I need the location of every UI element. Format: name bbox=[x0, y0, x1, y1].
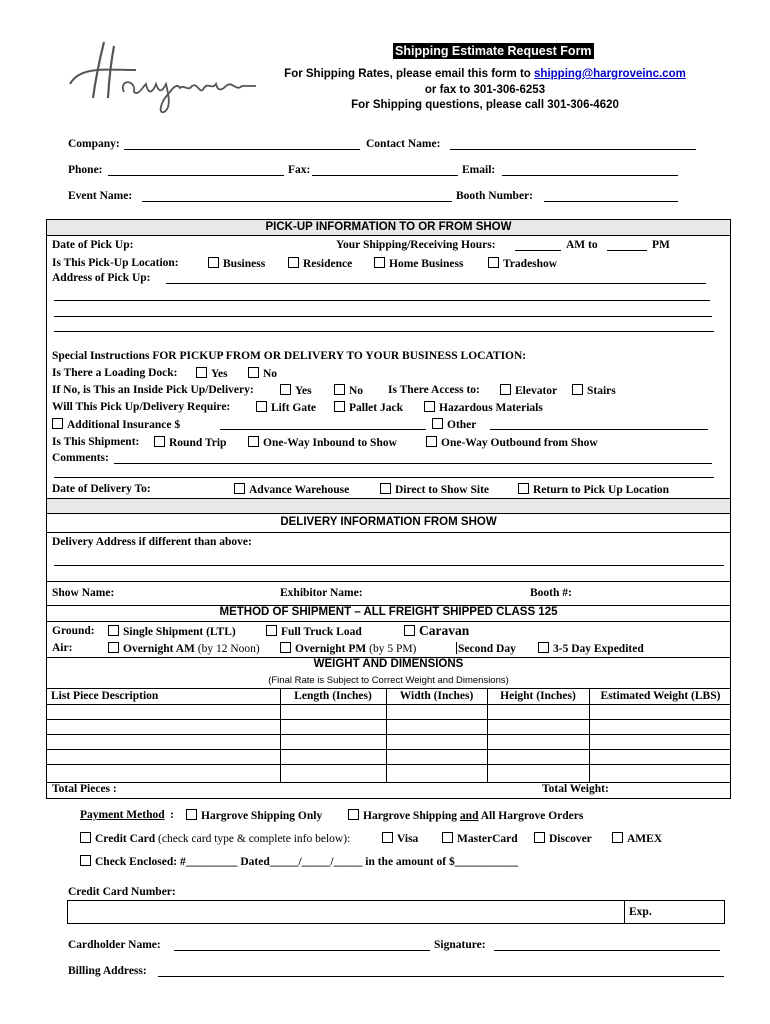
weights-section-title: WEIGHT AND DIMENSIONS bbox=[313, 658, 464, 670]
gray-spacer-bar bbox=[47, 499, 730, 514]
loading-dock-yes[interactable]: Yes bbox=[196, 367, 228, 380]
cardholder-label: Cardholder Name: bbox=[68, 939, 161, 951]
access-elevator[interactable]: Elevator bbox=[500, 384, 557, 397]
table-row[interactable] bbox=[47, 734, 730, 735]
col-description: List Piece Description bbox=[51, 690, 159, 702]
inside-pickup-no[interactable]: No bbox=[334, 384, 363, 397]
col-height: Height (Inches) bbox=[500, 690, 576, 702]
signature-field[interactable] bbox=[494, 950, 720, 951]
phone-field[interactable] bbox=[108, 175, 284, 176]
exhibitor-name-label: Exhibitor Name: bbox=[280, 587, 363, 599]
loading-dock-no[interactable]: No bbox=[248, 367, 277, 380]
loc-home-business-option[interactable]: Home Business bbox=[374, 257, 463, 270]
hours-label: Your Shipping/Receiving Hours: bbox=[336, 239, 496, 251]
email-field[interactable] bbox=[502, 175, 678, 176]
checkbox[interactable] bbox=[280, 642, 291, 653]
check-enclosed-option[interactable]: Check Enclosed: #_________ Dated_____/_____/_____ in the amount of $___________ bbox=[80, 855, 518, 868]
checkbox[interactable] bbox=[424, 401, 435, 412]
single-shipment-option[interactable]: Single Shipment (LTL) bbox=[108, 625, 236, 638]
amex-option[interactable]: AMEX bbox=[612, 832, 662, 845]
table-row[interactable] bbox=[47, 749, 730, 750]
checkbox[interactable] bbox=[488, 257, 499, 268]
fax-label: Fax: bbox=[288, 164, 311, 176]
inside-pickup-yes[interactable]: Yes bbox=[280, 384, 312, 397]
cardholder-field[interactable] bbox=[174, 950, 430, 951]
loc-residence-option[interactable]: Residence bbox=[288, 257, 352, 270]
total-weight-label: Total Weight: bbox=[542, 783, 609, 795]
access-stairs[interactable]: Stairs bbox=[572, 384, 616, 397]
payment-colon: : bbox=[170, 809, 174, 821]
delivery-date-label: Date of Delivery To: bbox=[52, 483, 151, 495]
weights-subtitle: (Final Rate is Subject to Correct Weight and Dimensions) bbox=[268, 675, 509, 686]
checkbox[interactable] bbox=[280, 384, 291, 395]
checkbox[interactable] bbox=[612, 832, 623, 843]
require-label: Will This Pick Up/Delivery Require: bbox=[52, 401, 231, 413]
cc-number-field[interactable] bbox=[67, 900, 625, 924]
return-pickup-option[interactable]: Return to Pick Up Location bbox=[518, 483, 669, 496]
hargrove-logo bbox=[66, 36, 261, 116]
checkbox[interactable] bbox=[534, 832, 545, 843]
pickup-address-line-2[interactable] bbox=[54, 300, 710, 301]
checkbox[interactable] bbox=[572, 384, 583, 395]
checkbox[interactable] bbox=[334, 384, 345, 395]
header-phone-line: For Shipping questions, please call 301-306-4620 bbox=[351, 99, 619, 111]
shipment-type-label: Is This Shipment: bbox=[52, 436, 140, 448]
dimensions-table bbox=[47, 688, 730, 782]
one-way-outbound-option[interactable]: One-Way Outbound from Show bbox=[426, 436, 598, 449]
form-title: Shipping Estimate Request Form bbox=[395, 44, 592, 58]
billing-address-label: Billing Address: bbox=[68, 965, 147, 977]
delivery-divider bbox=[47, 581, 730, 582]
checkbox[interactable] bbox=[108, 642, 119, 653]
insurance-amount-field[interactable] bbox=[220, 429, 426, 430]
comments-label: Comments: bbox=[52, 452, 109, 464]
cc-number-label: Credit Card Number: bbox=[68, 886, 176, 898]
exp-label: Exp. bbox=[629, 906, 652, 918]
header-email-line bbox=[240, 68, 730, 80]
email-instruction: For Shipping Rates, please email this form to bbox=[284, 68, 535, 80]
checkbox[interactable] bbox=[382, 832, 393, 843]
pickup-section-title: PICK-UP INFORMATION TO OR FROM SHOW bbox=[265, 221, 512, 233]
billing-address-field[interactable] bbox=[158, 976, 724, 977]
booth-number-field[interactable] bbox=[544, 201, 678, 202]
method-section-title: METHOD OF SHIPMENT – ALL FREIGHT SHIPPED CLASS 125 bbox=[219, 606, 558, 618]
checkbox[interactable] bbox=[108, 625, 119, 636]
round-trip-option[interactable]: Round Trip bbox=[154, 436, 226, 449]
table-row[interactable] bbox=[47, 704, 730, 705]
require-pallet-jack[interactable]: Pallet Jack bbox=[334, 401, 403, 414]
checkbox[interactable] bbox=[266, 625, 277, 636]
checkbox[interactable] bbox=[52, 418, 63, 429]
visa-option[interactable]: Visa bbox=[382, 832, 418, 845]
cc-exp-field[interactable] bbox=[624, 900, 725, 924]
checkbox[interactable] bbox=[374, 257, 385, 268]
method-title-divider bbox=[47, 621, 730, 622]
checkbox[interactable] bbox=[500, 384, 511, 395]
booth-label: Booth #: bbox=[530, 587, 572, 599]
other-option[interactable]: Other bbox=[432, 418, 476, 431]
phone-label: Phone: bbox=[68, 164, 103, 176]
inside-pickup-label: If No, is This an Inside Pick Up/Delivery: bbox=[52, 384, 254, 396]
access-to-label: Is There Access to: bbox=[388, 384, 480, 396]
checkbox[interactable] bbox=[288, 257, 299, 268]
ground-label: Ground: bbox=[52, 625, 95, 637]
other-field[interactable] bbox=[490, 429, 708, 430]
company-label: Company: bbox=[68, 138, 120, 150]
comments-field[interactable] bbox=[114, 463, 712, 464]
loc-tradeshow-option[interactable]: Tradeshow bbox=[488, 257, 557, 270]
email-label: Email: bbox=[462, 164, 496, 176]
table-row[interactable] bbox=[47, 719, 730, 720]
checkbox[interactable] bbox=[80, 832, 91, 843]
pickup-address-field[interactable] bbox=[166, 283, 706, 284]
pickup-address-line-4[interactable] bbox=[54, 331, 714, 332]
advance-warehouse-option[interactable]: Advance Warehouse bbox=[234, 483, 349, 496]
require-lift-gate[interactable]: Lift Gate bbox=[256, 401, 316, 414]
pickup-address-label: Address of Pick Up: bbox=[52, 272, 151, 284]
signature-label: Signature: bbox=[434, 939, 486, 951]
hargrove-only-option[interactable]: Hargrove Shipping Only bbox=[186, 809, 322, 822]
pickup-address-line-3[interactable] bbox=[54, 316, 712, 317]
checkbox[interactable] bbox=[80, 855, 91, 866]
checkbox[interactable] bbox=[432, 418, 443, 429]
overnight-am-option[interactable]: Overnight AM (by 12 Noon) bbox=[108, 642, 260, 655]
credit-card-option[interactable]: Credit Card (check card type & complete info below): bbox=[80, 832, 350, 845]
show-name-label: Show Name: bbox=[52, 587, 115, 599]
second-day-option[interactable]: Second Day bbox=[458, 643, 516, 655]
contact-name-field[interactable] bbox=[450, 149, 696, 150]
comments-line-2[interactable] bbox=[54, 477, 714, 478]
header-fax-line: or fax to 301-306-6253 bbox=[424, 84, 546, 96]
one-way-inbound-option[interactable]: One-Way Inbound to Show bbox=[248, 436, 397, 449]
checkbox[interactable] bbox=[256, 401, 267, 412]
pickup-location-label: Is This Pick-Up Location: bbox=[52, 257, 179, 269]
table-row[interactable] bbox=[47, 764, 730, 765]
loc-business-option[interactable]: Business bbox=[208, 257, 265, 270]
loading-dock-label: Is There a Loading Dock: bbox=[52, 367, 178, 379]
checkbox[interactable] bbox=[334, 401, 345, 412]
checkbox[interactable] bbox=[208, 257, 219, 268]
delivery-address-label: Delivery Address if different than above: bbox=[52, 536, 252, 548]
hours-am-field[interactable] bbox=[515, 250, 561, 251]
col-weight: Estimated Weight (LBS) bbox=[600, 690, 721, 702]
booth-number-label: Booth Number: bbox=[456, 190, 533, 202]
checkbox[interactable] bbox=[538, 642, 549, 653]
expedited-option[interactable]: 3-5 Day Expedited bbox=[538, 642, 644, 655]
discover-option[interactable]: Discover bbox=[534, 832, 592, 845]
company-field[interactable] bbox=[124, 149, 360, 150]
event-name-field[interactable] bbox=[142, 201, 452, 202]
contact-name-label: Contact Name: bbox=[366, 138, 441, 150]
checkbox[interactable] bbox=[442, 832, 453, 843]
checkbox[interactable] bbox=[426, 436, 437, 447]
special-instructions-label: Special Instructions FOR PICKUP FROM OR DELIVERY TO YOUR BUSINESS LOCATION: bbox=[52, 350, 527, 362]
overnight-pm-option[interactable]: Overnight PM (by 5 PM) bbox=[280, 642, 416, 655]
full-truck-option[interactable]: Full Truck Load bbox=[266, 625, 362, 638]
pickup-date-label: Date of Pick Up: bbox=[52, 239, 134, 251]
additional-insurance-option[interactable]: Additional Insurance $ bbox=[52, 418, 180, 431]
mastercard-option[interactable]: MasterCard bbox=[442, 832, 518, 845]
payment-method-label: Payment Method bbox=[80, 809, 165, 821]
air-label: Air: bbox=[52, 642, 73, 654]
delivery-section-title: DELIVERY INFORMATION FROM SHOW bbox=[280, 516, 497, 528]
checkbox[interactable] bbox=[196, 367, 207, 378]
checkbox[interactable] bbox=[380, 483, 391, 494]
checkbox[interactable] bbox=[154, 436, 165, 447]
col-length: Length (Inches) bbox=[294, 690, 372, 702]
event-name-label: Event Name: bbox=[68, 190, 133, 202]
totals-divider bbox=[47, 782, 730, 783]
checkbox[interactable] bbox=[248, 367, 259, 378]
delivery-title-divider bbox=[47, 532, 730, 533]
require-hazardous[interactable]: Hazardous Materials bbox=[424, 401, 543, 414]
checkbox[interactable] bbox=[234, 483, 245, 494]
checkbox[interactable] bbox=[186, 809, 197, 820]
checkbox[interactable] bbox=[348, 809, 359, 820]
checkbox[interactable] bbox=[404, 625, 415, 636]
fax-field[interactable] bbox=[312, 175, 458, 176]
delivery-address-line-1[interactable] bbox=[54, 565, 724, 566]
email-link[interactable]: shipping@hargroveinc.com bbox=[534, 68, 686, 80]
hours-pm-field[interactable] bbox=[607, 250, 647, 251]
direct-to-show-option[interactable]: Direct to Show Site bbox=[380, 483, 489, 496]
hargrove-all-option[interactable]: Hargrove Shipping and All Hargrove Orders bbox=[348, 809, 583, 822]
col-width: Width (Inches) bbox=[399, 690, 474, 702]
checkbox[interactable] bbox=[248, 436, 259, 447]
total-pieces-label: Total Pieces : bbox=[52, 783, 117, 795]
checkbox[interactable] bbox=[518, 483, 529, 494]
am-to-label: AM to bbox=[566, 239, 598, 251]
pm-label: PM bbox=[652, 239, 670, 251]
caravan-option[interactable]: Caravan bbox=[404, 623, 469, 639]
